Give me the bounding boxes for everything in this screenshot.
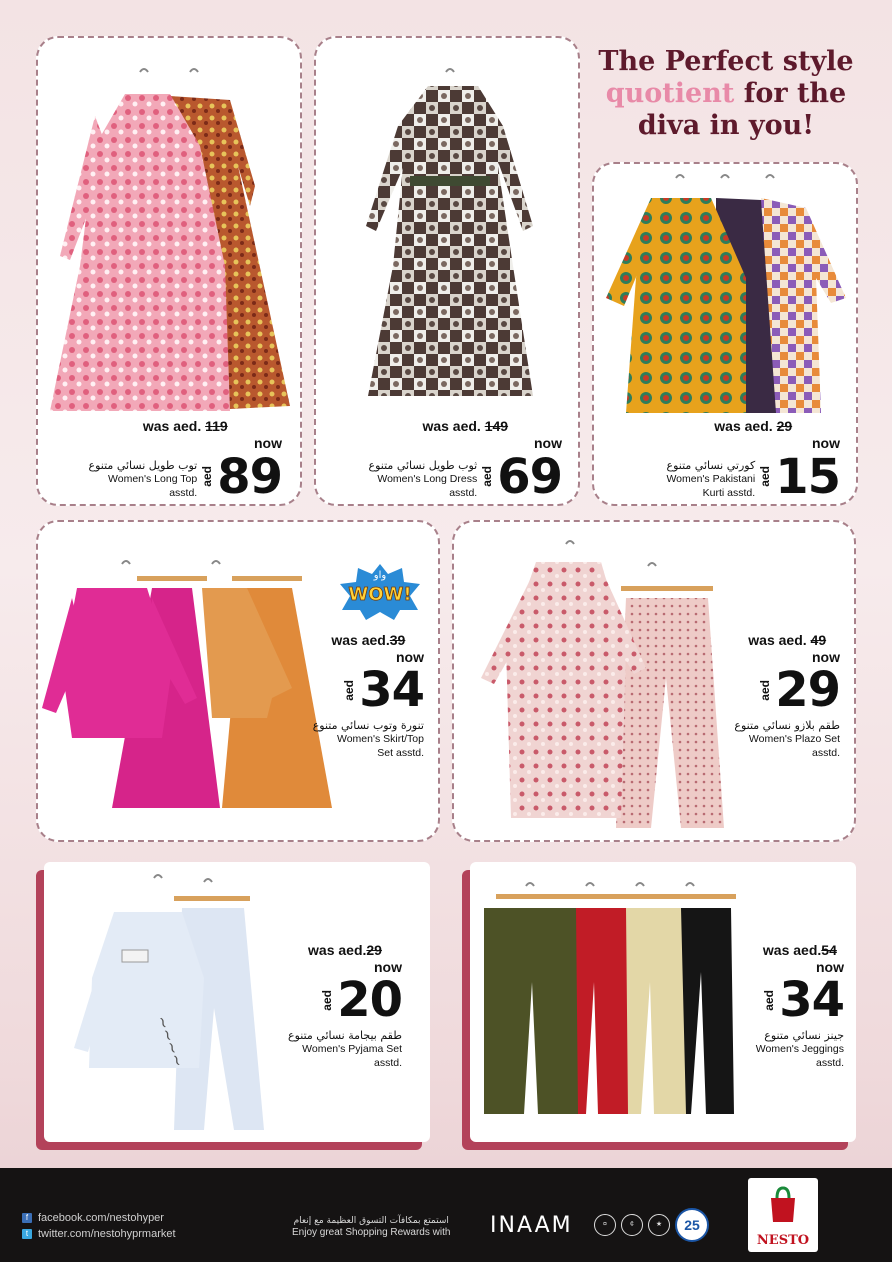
product-name: Women's Long Dress [377, 473, 478, 485]
currency-label: aed [758, 466, 773, 487]
inaam-logo: INAAM [490, 1213, 573, 1238]
sale-price: 69 [497, 448, 562, 505]
price-block [756, 942, 844, 1070]
currency-label: aed [480, 466, 495, 487]
product-qualifier: asstd. [811, 747, 840, 759]
footer [0, 1168, 892, 1262]
wow-arabic: واو [373, 570, 387, 581]
product-name: Women's Jeggings [755, 1043, 844, 1055]
facebook-icon: f [22, 1213, 32, 1223]
pyjama-image [64, 868, 294, 1136]
sale-price: 34 [359, 662, 424, 718]
facebook-label: facebook.com/nestohyper [38, 1212, 164, 1224]
product-card-long-top[interactable] [36, 36, 302, 506]
product-qualifier: asstd. [449, 487, 478, 499]
currency-label: aed [762, 989, 777, 1011]
headline-line-3: diva in you! [637, 110, 815, 141]
long-top-image [40, 66, 302, 436]
product-card-kurti[interactable] [592, 162, 858, 506]
twitter-icon: t [22, 1229, 32, 1239]
skirt-top-image [42, 558, 342, 828]
arabic-name: كورتي نسائي متنوع [666, 459, 756, 472]
now-label: now [374, 959, 402, 975]
currency-label: aed [320, 989, 335, 1011]
product-card-jeggings[interactable] [470, 862, 856, 1142]
price-block [313, 632, 424, 760]
product-name: Women's Plazo Set [748, 733, 840, 745]
currency-label: aed [758, 679, 773, 701]
product-qualifier: Kurti asstd. [702, 487, 756, 499]
product-qualifier: Set asstd. [377, 747, 424, 759]
shopping-bag-icon [763, 1184, 803, 1224]
arabic-name: ثوب طويل نسائي متنوع [368, 459, 478, 472]
jeggings-image [476, 872, 746, 1132]
now-label: now [812, 435, 840, 451]
now-label: now [254, 435, 282, 451]
kurti-image [596, 168, 858, 418]
product-name: Women's Long Top [108, 473, 198, 485]
nesto-brand: NESTO [756, 1233, 810, 1248]
product-qualifier: asstd. [815, 1057, 844, 1069]
sale-price: 20 [337, 972, 402, 1028]
was-price: was aed. 149 [422, 418, 509, 434]
now-label: now [812, 649, 840, 665]
was-price: was aed. 29 [714, 418, 793, 434]
now-label: now [816, 959, 844, 975]
rewards-text [292, 1215, 450, 1239]
twitter-label: twitter.com/nestohyprmarket [38, 1228, 176, 1240]
product-qualifier: asstd. [169, 487, 198, 499]
now-label: now [396, 649, 424, 665]
arabic-name: جينز نسائي متنوع [764, 1029, 844, 1042]
wow-burst-icon [338, 562, 422, 620]
headline-line-1: The Perfect style [598, 46, 854, 77]
svg-text:~~~~: ~~~~ [152, 1012, 189, 1070]
nesto-logo [748, 1178, 818, 1252]
product-name: Women's Pakistani [666, 473, 756, 485]
now-label: now [534, 435, 562, 451]
rewards-english: Enjoy great Shopping Rewards with [292, 1227, 451, 1238]
wow-badge [338, 562, 422, 620]
sale-price: 15 [775, 448, 840, 505]
footer-badges [594, 1208, 709, 1242]
price-block [288, 942, 402, 1070]
headline-accent: quotient [605, 78, 735, 109]
was-price: was aed. 49 [748, 632, 827, 648]
product-card-skirt-top[interactable] [36, 520, 440, 842]
long-dress-image [318, 66, 580, 436]
coin-badge-icon: ¢ [621, 1214, 643, 1236]
sale-price: 34 [779, 972, 844, 1028]
twitter-link[interactable] [22, 1228, 176, 1240]
currency-label: aed [200, 466, 215, 487]
was-price: was aed.39 [331, 632, 406, 648]
facebook-link[interactable] [22, 1212, 164, 1224]
price-block [88, 418, 282, 505]
wow-text: WOW! [348, 584, 412, 605]
sale-price: 89 [217, 448, 282, 505]
arabic-name: توب طويل نسائي متنوع [88, 459, 198, 472]
arabic-name: طقم بلازو نسائي متنوع [734, 719, 840, 732]
product-qualifier: asstd. [373, 1057, 402, 1069]
was-price: was aed.54 [762, 942, 837, 958]
anniversary-badge: 25 [675, 1208, 709, 1242]
points-badge-icon: ★ [648, 1214, 670, 1236]
rewards-arabic: استمتع بمكافآت التسوق العظيمة مع إنعام [293, 1216, 449, 1226]
product-card-pyjama[interactable] [44, 862, 430, 1142]
price-block [666, 418, 840, 505]
rewards-badge-icon: ¤ [594, 1214, 616, 1236]
price-block [368, 418, 562, 505]
product-name: Women's Skirt/Top [336, 733, 424, 745]
product-card-plazo[interactable] [452, 520, 856, 842]
was-price: was aed.29 [308, 942, 382, 958]
price-block [734, 632, 840, 760]
product-card-long-dress[interactable] [314, 36, 580, 506]
arabic-name: تنورة وتوب نسائي متنوع [312, 719, 424, 732]
headline-line-2: for the [743, 78, 847, 109]
was-price: was aed. 119 [142, 418, 228, 434]
headline [590, 46, 862, 142]
currency-label: aed [342, 679, 357, 701]
plazo-image [476, 538, 736, 828]
product-name: Women's Pyjama Set [302, 1043, 402, 1055]
arabic-name: طقم بيجامة نسائي متنوع [288, 1029, 402, 1042]
sale-price: 29 [775, 662, 840, 718]
